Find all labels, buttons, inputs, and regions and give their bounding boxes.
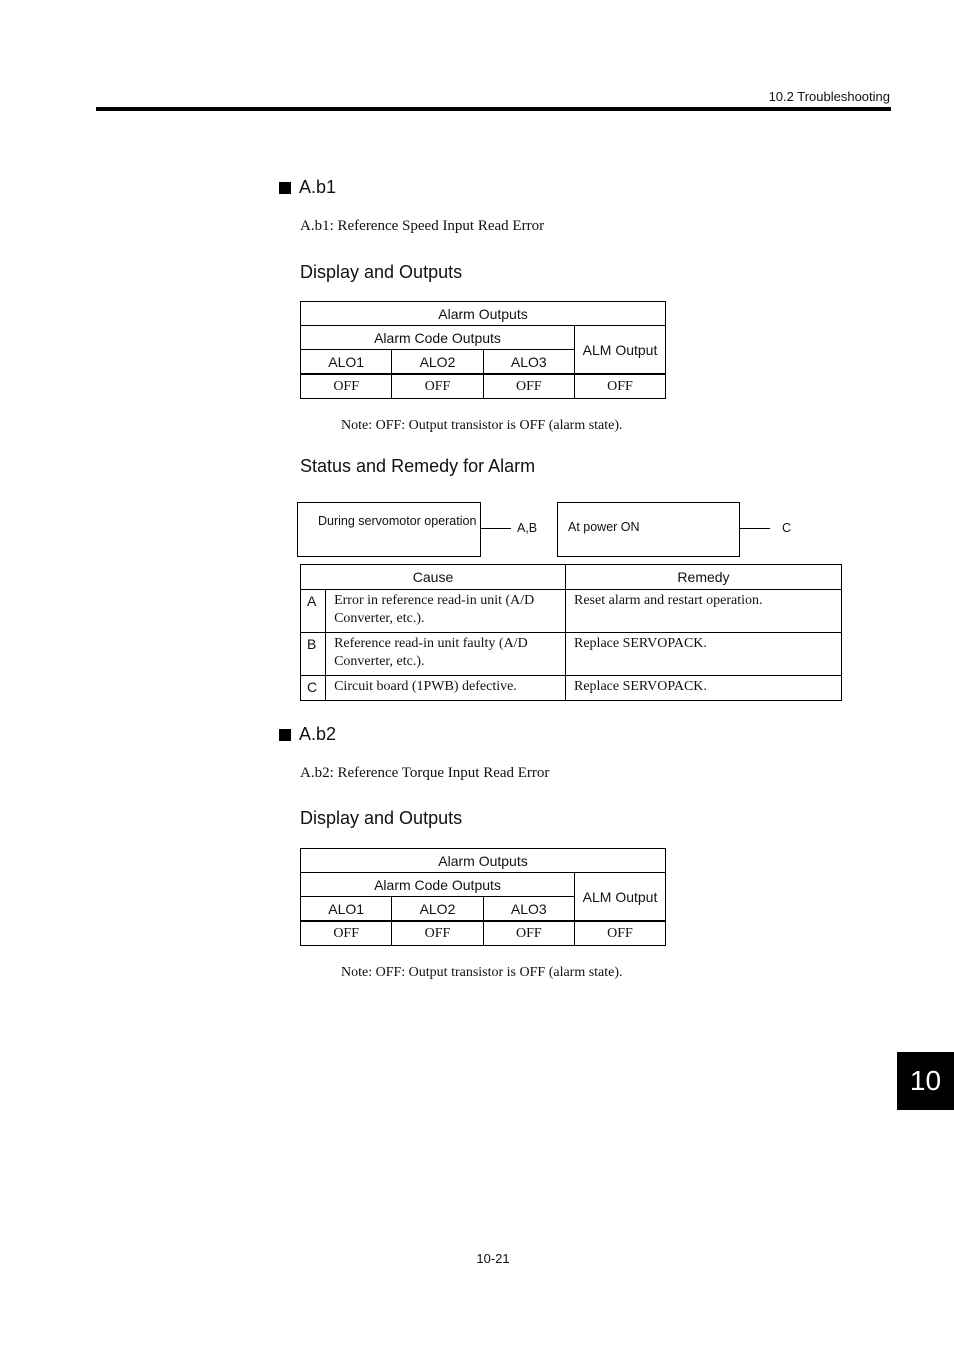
table-row — [301, 590, 842, 633]
output-value: OFF — [301, 374, 392, 399]
alarm-code-outputs-header: Alarm Code Outputs — [301, 873, 575, 897]
section-heading-ab1 — [279, 177, 336, 198]
status-label-c: C — [782, 521, 792, 535]
display-outputs-heading: Display and Outputs — [300, 808, 463, 828]
chapter-tab: 10 — [897, 1052, 954, 1110]
column-header: ALO2 — [392, 350, 483, 375]
connector-line — [740, 528, 770, 529]
alarm-outputs-table — [300, 848, 666, 946]
row-code: A — [301, 590, 326, 633]
output-value: OFF — [392, 921, 483, 946]
output-value: OFF — [575, 921, 666, 946]
column-header: ALO3 — [483, 897, 574, 922]
section-code: A.b2 — [299, 724, 337, 744]
table-row — [301, 676, 842, 701]
cause-cell: Error in reference read-in unit (A/D Converter, etc.). — [326, 590, 566, 633]
output-value: OFF — [483, 921, 574, 946]
remedy-cell: Replace SERVOPACK. — [566, 676, 842, 701]
remedy-cell: Reset alarm and restart operation. — [566, 590, 842, 633]
square-bullet-icon — [279, 182, 291, 194]
header-rule — [96, 107, 891, 111]
output-value: OFF — [301, 921, 392, 946]
remedy-cell: Replace SERVOPACK. — [566, 633, 842, 676]
output-value: OFF — [575, 374, 666, 399]
alm-output-header: ALM Output — [575, 873, 666, 922]
status-box-power-on: At power ON — [557, 502, 740, 557]
connector-line — [481, 528, 511, 529]
remedy-header: Remedy — [566, 565, 842, 590]
section-description: A.b1: Reference Speed Input Read Error — [300, 218, 545, 234]
display-outputs-heading: Display and Outputs — [300, 262, 463, 282]
row-code: C — [301, 676, 326, 701]
cause-header: Cause — [301, 565, 566, 590]
status-label-ab: A,B — [517, 521, 538, 535]
alarm-outputs-table — [300, 301, 666, 399]
column-header: ALO1 — [301, 897, 392, 922]
column-header: ALO3 — [483, 350, 574, 375]
section-code: A.b1 — [299, 177, 337, 197]
alarm-code-outputs-header: Alarm Code Outputs — [301, 326, 575, 350]
alarm-outputs-title: Alarm Outputs — [301, 302, 666, 326]
square-bullet-icon — [279, 729, 291, 741]
output-value: OFF — [483, 374, 574, 399]
status-box-servomotor-operation: During servomotor operation — [297, 502, 481, 557]
status-remedy-heading: Status and Remedy for Alarm — [300, 456, 536, 476]
output-value: OFF — [392, 374, 483, 399]
table-row — [301, 633, 842, 676]
page-number: 10-21 — [476, 1251, 510, 1266]
cause-cell: Circuit board (1PWB) defective. — [326, 676, 566, 701]
cause-cell: Reference read-in unit faulty (A/D Converter, etc.). — [326, 633, 566, 676]
row-code: B — [301, 633, 326, 676]
running-header: 10.2 Troubleshooting — [768, 89, 890, 104]
alm-output-header: ALM Output — [575, 326, 666, 375]
note-text: Note: OFF: Output transistor is OFF (alarm state). — [341, 965, 623, 980]
alarm-outputs-title: Alarm Outputs — [301, 849, 666, 873]
column-header: ALO1 — [301, 350, 392, 375]
column-header: ALO2 — [392, 897, 483, 922]
cause-remedy-table — [300, 564, 842, 701]
note-text: Note: OFF: Output transistor is OFF (alarm state). — [341, 418, 623, 433]
section-heading-ab2 — [279, 724, 336, 745]
section-description: A.b2: Reference Torque Input Read Error — [300, 765, 550, 781]
